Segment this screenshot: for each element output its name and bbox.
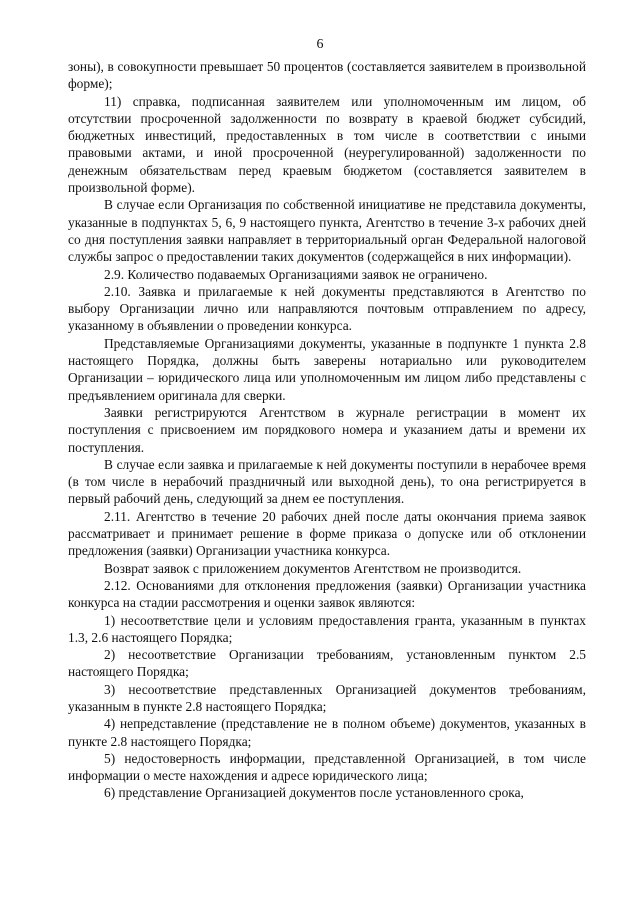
paragraph: 2.9. Количество подаваемых Организациями заявок не ограничено. xyxy=(104,266,488,282)
paragraph: 2.11. Агентство в течение 20 рабочих дней после даты окончания приема заявок рассматривает и принимает решение в форме приказа о допуске или об отклонении предложения (заявки) Организации участника конкурса. xyxy=(68,508,586,559)
paragraph: 1) несоответствие цели и условиям предоставления гранта, указанным в пунктах 1.3, 2.6 настоящего Порядка; xyxy=(68,612,586,645)
paragraph: 2.10. Заявка и прилагаемые к ней документы представляются в Агентство по выбору Организации лично или направляются почтовым отправлением по адресу, указанному в объявлении о проведении конкурса. xyxy=(68,283,586,334)
paragraph: зоны), в совокупности превышает 50 процентов (составляется заявителем в произвольной форме); xyxy=(68,59,586,92)
paragraph: 3) несоответствие представленных Организацией документов требованиям, указанным в пункте 2.8 настоящего Порядка; xyxy=(68,681,586,714)
paragraph: В случае если заявка и прилагаемые к ней документы поступили в нерабочее время (в том числе в нерабочий праздничный или выходной день), то она регистрируется в первый рабочий день, следующий за днем ее поступления. xyxy=(68,456,586,507)
paragraph: Заявки регистрируются Агентством в журнале регистрации в момент их поступления с присвоением им порядкового номера и указанием даты и времени их поступления. xyxy=(68,404,586,455)
paragraph: Возврат заявок с приложением документов Агентством не производится. xyxy=(104,560,522,576)
page-number: 6 xyxy=(316,37,324,52)
paragraph: 6) представление Организацией документов после установленного срока, xyxy=(104,785,524,801)
paragraph: 5) недостоверность информации, представленной Организацией, в том числе информации о месте нахождения и адресе юридического лица; xyxy=(68,750,586,784)
paragraph: 4) непредставление (представление не в полном объеме) документов, указанных в пункте 2.8 настоящего Порядка; xyxy=(68,716,586,749)
paragraph: 2.12. Основаниями для отклонения предложения (заявки) Организации участника конкурса на стадии рассмотрения и оценки заявок являются: xyxy=(68,577,586,611)
document-body xyxy=(68,58,586,802)
paragraph: Представляемые Организациями документы, указанные в подпункте 1 пункта 2.8 настоящего Порядка, должны быть заверены нотариально или руководителем Организации – юридического лица или уполномоченным им лицом либо представлены с предъявлением оригинала для сверки. xyxy=(68,335,586,403)
paragraph: 11) справка, подписанная заявителем или уполномоченным им лицом, об отсутствии просроченной задолженности по возврату в краевой бюджет субсидий, бюджетных инвестиций, предоставленных в том числе в соответствии с иными правовыми актами, и иной просроченной (неурегулированной) задолженности по денежным обязательствам перед краевым бюджетом (составляется заявителем в произвольной форме). xyxy=(68,93,586,196)
paragraph: В случае если Организация по собственной инициативе не представила документы, указанные в подпунктах 5, 6, 9 настоящего пункта, Агентство в течение 3-х рабочих дней со дня поступления заявки направляет в территориальный орган Федеральной налоговой службы запрос о предоставлении таких документов (содержащейся в них информации). xyxy=(68,197,586,265)
paragraph: 2) несоответствие Организации требованиям, установленным пунктом 2.5 настоящего Порядка; xyxy=(68,647,586,680)
